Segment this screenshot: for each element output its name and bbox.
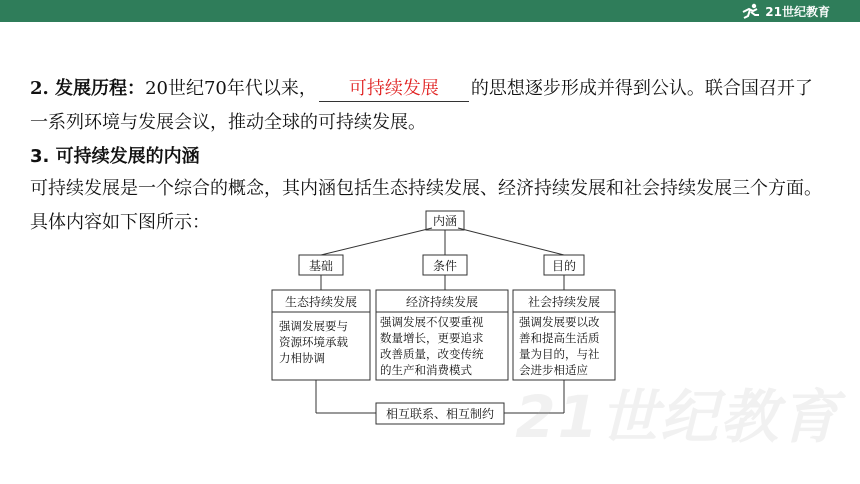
title-ecological-label: 生态持续发展	[284, 295, 358, 309]
tag-foundation-label: 基础	[308, 259, 334, 273]
content-ecological	[279, 318, 367, 366]
content-line: 的生产和消费模式	[380, 363, 472, 377]
content-line: 力相协调	[279, 351, 325, 365]
content-line: 量为目的，与社	[519, 347, 600, 361]
content-economic	[380, 314, 506, 378]
content-line: 数量增长，更要追求	[380, 331, 484, 345]
fill-blank-answer: 可持续发展	[319, 77, 469, 102]
section-3-heading: 3. 可持续发展的内涵	[30, 146, 200, 167]
footer-label: 相互联系、相互制约	[385, 407, 495, 421]
content-line: 强调发展不仅要重视	[380, 315, 484, 329]
logo-text: 21世纪教育	[765, 4, 830, 19]
section-3-body: 可持续发展是一个综合的概念，其内涵包括生态持续发展、经济持续发展和社会持续发展三个方面。具体内容如下图所示：	[30, 178, 822, 233]
root-node-label: 内涵	[432, 214, 458, 228]
content-social	[519, 314, 613, 378]
section-2-text-before: 20世纪70年代以来，	[145, 78, 317, 99]
content-line: 改善质量，改变传统	[380, 347, 484, 361]
tag-condition-label: 条件	[432, 259, 458, 273]
title-social-label: 社会持续发展	[527, 295, 601, 309]
content-line: 会进步相适应	[519, 363, 588, 377]
content-line: 强调发展要与	[279, 319, 348, 333]
content-line: 善和提高生活质	[519, 331, 600, 345]
watermark: 21世纪教育	[515, 383, 840, 451]
section-2-label: 2. 发展历程：	[30, 78, 146, 99]
section-2-text-after: 的思想逐步形成并得到公认。联合国召开了一系列环境与发展会议，推动全球的可持续发展。	[30, 78, 813, 133]
content-line: 资源环境承载	[279, 335, 348, 349]
tag-goal-label: 目的	[551, 259, 577, 273]
title-economic-label: 经济持续发展	[405, 295, 479, 309]
content-line: 强调发展要以改	[519, 315, 600, 329]
